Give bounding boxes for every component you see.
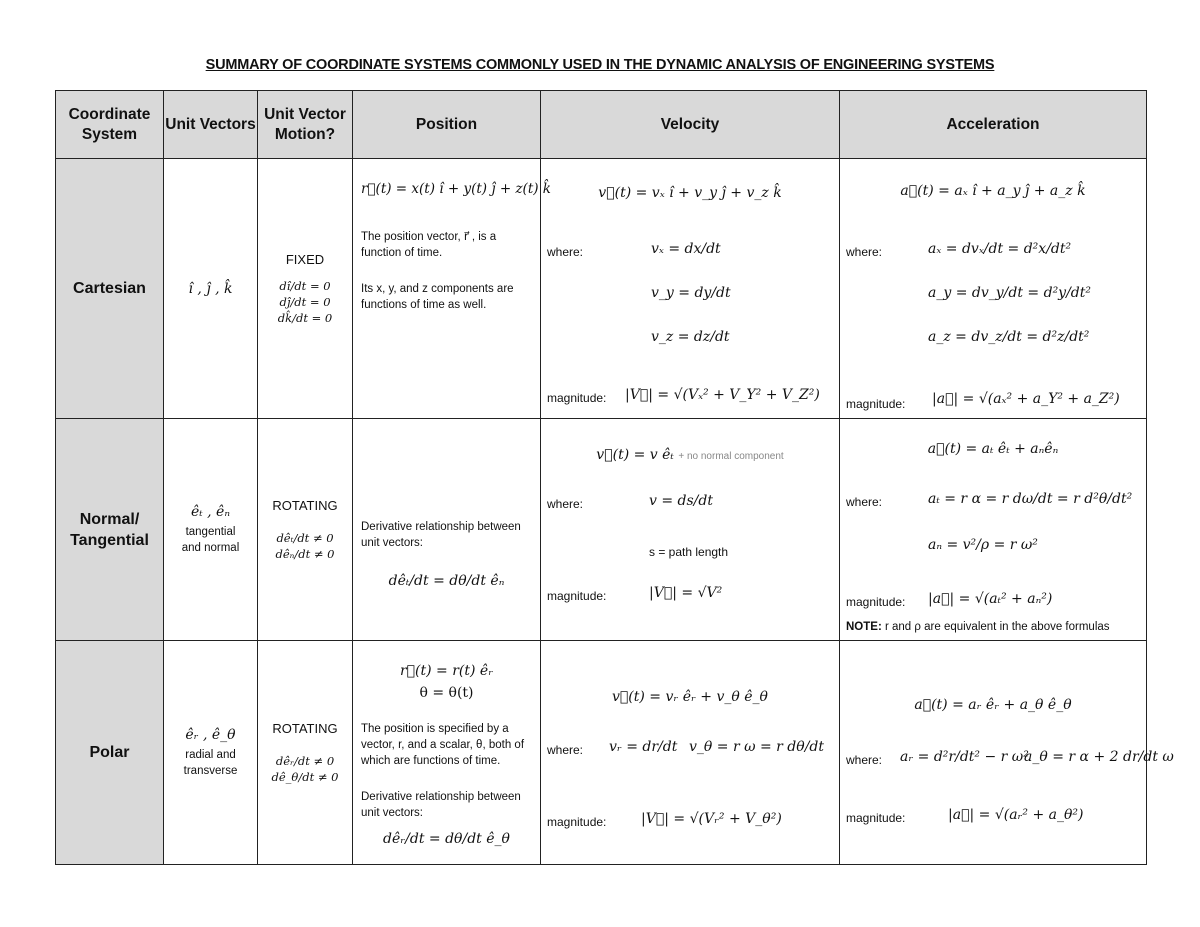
velocity-polar: v⃗(t) = vᵣ êᵣ + v_θ ê_θ where: vᵣ = dr/dt v_θ = r ω = r dθ/dt magnitude: |V⃗| = √(Vᵣ² + V_θ²) [541,641,840,865]
header-system: Coordinate System [56,91,164,159]
acceleration-polar: a⃗(t) = aᵣ êᵣ + a_θ ê_θ where: aᵣ = d²r/dt² − r ω² a_θ = r α + 2 dr/dt ω magnitude: |a⃗| = √(aᵣ² + a_θ²) [840,641,1147,865]
unit-vectors-cartesian: î , ĵ , k̂ [164,159,258,419]
unit-vectors-normal-tangential: êₜ , êₙ tangential and normal [164,419,258,641]
velocity-cartesian: v⃗(t) = vₓ î + v_y ĵ + v_z k̂ where: vₓ = dx/dt v_y = dy/dt v_z = dz/dt magnitude: |V⃗| = √(Vₓ² + V_Y² + V_Z²) [541,159,840,419]
velocity-normal-tangential: v⃗(t) = v êₜ + no normal component where: v = ds/dt s = path length magnitude: |V⃗| = √V² [541,419,840,641]
system-polar: Polar [56,641,164,865]
table-row-cartesian [56,159,1147,419]
system-normal-tangential: Normal/ Tangential [56,419,164,641]
header-velocity: Velocity [541,91,840,159]
unit-motion-normal-tangential: ROTATING dêₜ/dt ≠ 0 dêₙ/dt ≠ 0 [258,419,353,641]
system-cartesian: Cartesian [56,159,164,419]
header-unit-vectors: Unit Vectors [164,91,258,159]
acceleration-cartesian: a⃗(t) = aₓ î + a_y ĵ + a_z k̂ where: aₓ = dvₓ/dt = d²x/dt² a_y = dv_y/dt = d²y/dt² a_z = dv_z/dt = d²z/dt² magnitude: |a⃗| = √(aₓ² + a_Y² + a_Z²) [840,159,1147,419]
unit-vectors-polar: êᵣ , ê_θ radial and transverse [164,641,258,865]
table-row-normal-tangential [56,419,1147,641]
unit-motion-polar: ROTATING dêᵣ/dt ≠ 0 dê_θ/dt ≠ 0 [258,641,353,865]
table-row-polar [56,641,1147,865]
page-title: SUMMARY OF COORDINATE SYSTEMS COMMONLY USED IN THE DYNAMIC ANALYSIS OF ENGINEERING SYSTEMS [205,57,995,73]
unit-motion-cartesian: FIXED dî/dt = 0 dĵ/dt = 0 dk̂/dt = 0 [258,159,353,419]
header-unit-vector-motion: Unit Vector Motion? [258,91,353,159]
position-normal-tangential: Derivative relationship between unit vectors: dêₜ/dt = dθ/dt êₙ [353,419,541,641]
header-row [56,91,1147,159]
coordinate-systems-table [55,90,1174,865]
header-acceleration: Acceleration [840,91,1147,159]
position-cartesian: r⃗(t) = x(t) î + y(t) ĵ + z(t) k̂ The position vector, r⃗ , is a function of time. Its x, y, and z components are functions of time as well. [353,159,541,419]
header-position: Position [353,91,541,159]
position-polar: r⃗(t) = r(t) êᵣ θ = θ(t) The position is specified by a vector, r, and a scalar, θ, both of which are functions of time. Derivative relationship between unit vectors: dêᵣ/dt = dθ/dt ê_θ [353,641,541,865]
acceleration-normal-tangential: a⃗(t) = aₜ êₜ + aₙêₙ where: aₜ = r α = r dω/dt = r d²θ/dt² aₙ = v²/ρ = r ω² magnitude: |a⃗| = √(aₜ² + aₙ²) NOTE: r and ρ are equivalent in the above formulas [840,419,1147,641]
